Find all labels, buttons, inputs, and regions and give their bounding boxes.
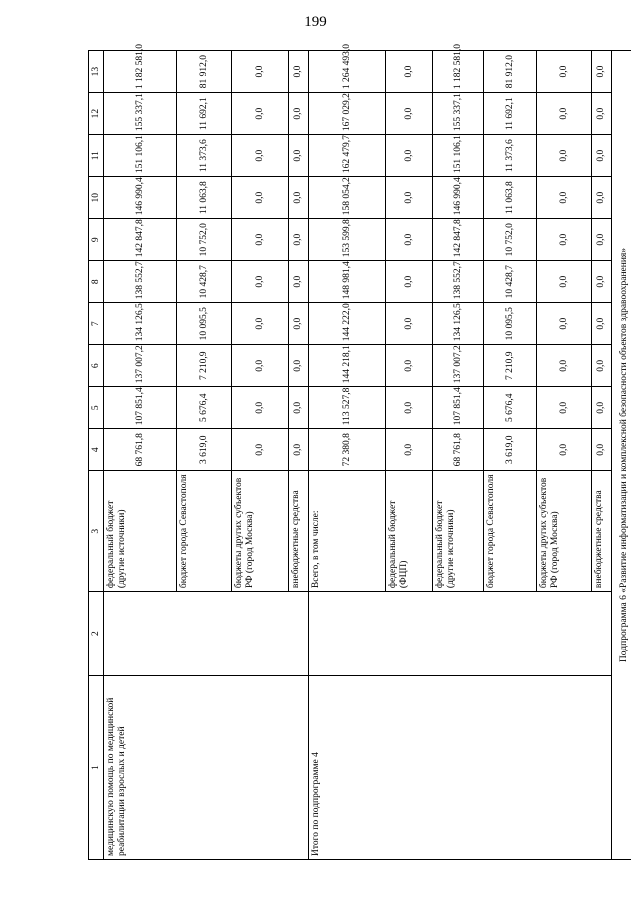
value-cell: 68 761,8 [104, 429, 177, 471]
value-cell: 107 851,4 [433, 387, 484, 429]
header-row [89, 51, 104, 860]
table-row [433, 51, 484, 860]
subprogram-total-title: Итого по подпрограмме 4 [309, 676, 386, 860]
value-cell: 0,0 [537, 387, 592, 429]
value-cell: 144 222,0 [309, 303, 386, 345]
empty-cell [232, 592, 289, 676]
empty-cell [177, 592, 232, 676]
empty-cell [537, 592, 592, 676]
value-cell: 11 063,8 [177, 177, 232, 219]
value-cell: 0,0 [537, 93, 592, 135]
value-cell: 0,0 [537, 345, 592, 387]
empty-cell [537, 676, 592, 860]
funding-source: внебюджетные средства [592, 471, 612, 592]
empty-cell [232, 676, 289, 860]
value-cell: 142 847,8 [433, 219, 484, 261]
value-cell: 107 851,4 [104, 387, 177, 429]
value-cell: 0,0 [386, 261, 433, 303]
value-cell: 0,0 [289, 387, 309, 429]
empty-cell [592, 676, 612, 860]
value-cell: 0,0 [592, 345, 612, 387]
empty-cell [289, 676, 309, 860]
value-cell: 10 428,7 [484, 261, 537, 303]
empty-cell [177, 676, 232, 860]
table-row [309, 51, 386, 860]
value-cell: 0,0 [592, 429, 612, 471]
value-cell: 138 552,7 [433, 261, 484, 303]
value-cell: 0,0 [289, 177, 309, 219]
empty-cell [433, 676, 484, 860]
table-row [289, 51, 309, 860]
value-cell: 0,0 [592, 135, 612, 177]
table-row [386, 51, 433, 860]
empty-cell [592, 592, 612, 676]
value-cell: 0,0 [289, 51, 309, 93]
value-cell: 0,0 [232, 261, 289, 303]
value-cell: 137 007,2 [104, 345, 177, 387]
header-cell: 2 [89, 592, 104, 676]
header-cell: 5 [89, 387, 104, 429]
empty-cell [484, 592, 537, 676]
value-cell: 0,0 [289, 261, 309, 303]
budget-table [88, 44, 631, 860]
value-cell: 1 182 581,0 [104, 51, 177, 93]
value-cell: 11 692,1 [177, 93, 232, 135]
funding-source: федеральный бюджет (другие источники) [433, 471, 484, 592]
value-cell: 137 007,2 [433, 345, 484, 387]
value-cell: 0,0 [232, 303, 289, 345]
value-cell: 142 847,8 [104, 219, 177, 261]
table-row [537, 51, 592, 860]
value-cell: 1 264 493,0 [309, 51, 386, 93]
funding-source: бюджеты других субъектов РФ (город Москва) [232, 471, 289, 592]
value-cell: 81 912,0 [177, 51, 232, 93]
value-cell: 153 599,8 [309, 219, 386, 261]
value-cell: 0,0 [592, 177, 612, 219]
header-cell: 7 [89, 303, 104, 345]
value-cell: 10 095,5 [484, 303, 537, 345]
table-row [592, 51, 612, 860]
empty-cell [433, 592, 484, 676]
value-cell: 0,0 [232, 135, 289, 177]
value-cell: 0,0 [537, 51, 592, 93]
value-cell: 81 912,0 [484, 51, 537, 93]
value-cell: 0,0 [537, 219, 592, 261]
subprogram-row [612, 51, 631, 860]
value-cell: 162 479,7 [309, 135, 386, 177]
activity-title: медицинскую помощь по медицинской реабилитации взрослых и детей [104, 676, 177, 860]
funding-source: Всего, в том числе: [309, 471, 386, 592]
header-cell: 12 [89, 93, 104, 135]
header-cell: 8 [89, 261, 104, 303]
value-cell: 0,0 [386, 93, 433, 135]
empty-cell [309, 592, 386, 676]
value-cell: 0,0 [592, 387, 612, 429]
value-cell: 0,0 [289, 93, 309, 135]
header-cell: 1 [89, 676, 104, 860]
value-cell: 7 210,9 [484, 345, 537, 387]
value-cell: 167 029,2 [309, 93, 386, 135]
funding-source: федеральный бюджет (ФЦП) [386, 471, 433, 592]
value-cell: 3 619,0 [177, 429, 232, 471]
funding-source: внебюджетные средства [289, 471, 309, 592]
value-cell: 11 373,6 [484, 135, 537, 177]
header-cell: 9 [89, 219, 104, 261]
value-cell: 0,0 [232, 429, 289, 471]
value-cell: 68 761,8 [433, 429, 484, 471]
value-cell: 72 380,8 [309, 429, 386, 471]
empty-cell [386, 592, 433, 676]
value-cell: 0,0 [592, 303, 612, 345]
value-cell: 134 126,5 [104, 303, 177, 345]
empty-cell [104, 592, 177, 676]
value-cell: 10 752,0 [177, 219, 232, 261]
value-cell: 5 676,4 [177, 387, 232, 429]
value-cell: 148 981,4 [309, 261, 386, 303]
value-cell: 11 373,6 [177, 135, 232, 177]
header-cell: 4 [89, 429, 104, 471]
value-cell: 10 428,7 [177, 261, 232, 303]
value-cell: 0,0 [537, 261, 592, 303]
value-cell: 0,0 [232, 177, 289, 219]
header-cell: 6 [89, 345, 104, 387]
value-cell: 0,0 [537, 177, 592, 219]
value-cell: 0,0 [232, 93, 289, 135]
value-cell: 7 210,9 [177, 345, 232, 387]
value-cell: 0,0 [537, 303, 592, 345]
value-cell: 0,0 [386, 387, 433, 429]
value-cell: 0,0 [592, 261, 612, 303]
table-row [484, 51, 537, 860]
value-cell: 155 337,1 [104, 93, 177, 135]
value-cell: 0,0 [386, 303, 433, 345]
value-cell: 3 619,0 [484, 429, 537, 471]
empty-cell [484, 676, 537, 860]
value-cell: 0,0 [232, 345, 289, 387]
table-row [104, 51, 177, 860]
value-cell: 0,0 [232, 51, 289, 93]
subprogram-title: Подпрограмма 6 «Развитие информатизации и комплексной безопасности объектов здравоохранения» [612, 51, 631, 860]
funding-source: бюджет города Севастополя [177, 471, 232, 592]
value-cell: 0,0 [592, 51, 612, 93]
value-cell: 10 752,0 [484, 219, 537, 261]
header-cell: 10 [89, 177, 104, 219]
value-cell: 0,0 [289, 429, 309, 471]
value-cell: 0,0 [386, 51, 433, 93]
value-cell: 146 990,4 [104, 177, 177, 219]
value-cell: 0,0 [386, 219, 433, 261]
value-cell: 151 106,1 [104, 135, 177, 177]
value-cell: 155 337,1 [433, 93, 484, 135]
header-cell: 3 [89, 471, 104, 592]
value-cell: 0,0 [537, 135, 592, 177]
value-cell: 0,0 [592, 219, 612, 261]
value-cell: 138 552,7 [104, 261, 177, 303]
table-row [177, 51, 232, 860]
value-cell: 1 182 581,0 [433, 51, 484, 93]
value-cell: 0,0 [386, 345, 433, 387]
value-cell: 0,0 [289, 219, 309, 261]
value-cell: 0,0 [232, 219, 289, 261]
value-cell: 0,0 [592, 93, 612, 135]
value-cell: 0,0 [386, 177, 433, 219]
value-cell: 151 106,1 [433, 135, 484, 177]
value-cell: 113 527,8 [309, 387, 386, 429]
empty-cell [386, 676, 433, 860]
value-cell: 144 218,1 [309, 345, 386, 387]
header-cell: 13 [89, 51, 104, 93]
value-cell: 11 692,1 [484, 93, 537, 135]
value-cell: 0,0 [537, 429, 592, 471]
funding-source: федеральный бюджет (другие источники) [104, 471, 177, 592]
header-cell: 11 [89, 135, 104, 177]
value-cell: 0,0 [289, 345, 309, 387]
value-cell: 158 054,2 [309, 177, 386, 219]
table-row [232, 51, 289, 860]
funding-source: бюджеты других субъектов РФ (город Москва) [537, 471, 592, 592]
value-cell: 134 126,5 [433, 303, 484, 345]
rotated-table-container [88, 44, 629, 860]
funding-source: бюджет города Севастополя [484, 471, 537, 592]
value-cell: 0,0 [232, 387, 289, 429]
value-cell: 11 063,8 [484, 177, 537, 219]
value-cell: 10 095,5 [177, 303, 232, 345]
value-cell: 0,0 [289, 135, 309, 177]
page-number: 199 [304, 14, 327, 30]
value-cell: 5 676,4 [484, 387, 537, 429]
value-cell: 0,0 [386, 429, 433, 471]
value-cell: 0,0 [289, 303, 309, 345]
value-cell: 0,0 [386, 135, 433, 177]
empty-cell [289, 592, 309, 676]
value-cell: 146 990,4 [433, 177, 484, 219]
